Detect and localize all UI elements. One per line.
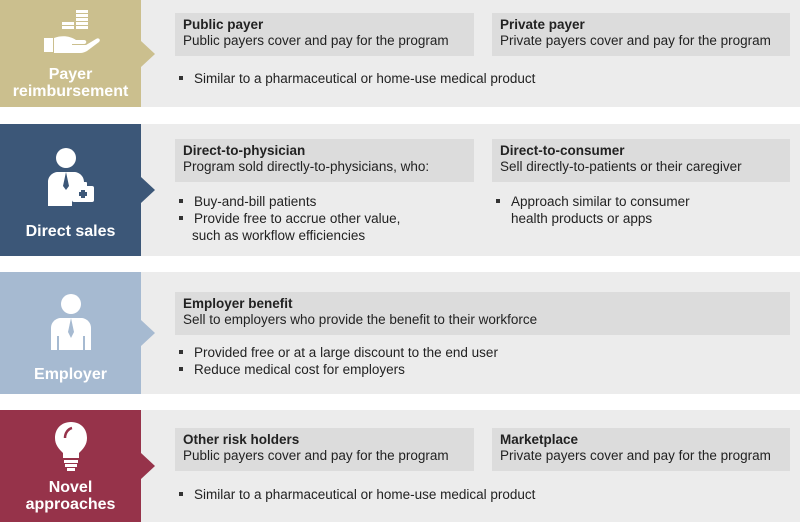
arrow-pointer [141, 41, 155, 67]
option-description: Sell to employers who provide the benefit to their workforce [183, 312, 538, 327]
lightbulb-icon [0, 420, 141, 472]
option-description: Program sold directly-to-physicians, who: [183, 159, 430, 174]
bullet-item: Similar to a pharmaceutical or home-use medical product [176, 70, 535, 87]
bullet-item-continuation: health products or apps [511, 211, 653, 226]
option-description: Sell directly-to-patients or their caregiver [500, 159, 742, 174]
option-box-direct-to-consumer [492, 139, 790, 182]
option-box-public-payer [175, 13, 474, 56]
category-label-line2: reimbursement [12, 83, 129, 100]
category-label-line1: Novel [48, 479, 93, 496]
option-title: Marketplace [500, 432, 579, 447]
row-employer [0, 272, 800, 394]
arrow-pointer [141, 320, 155, 346]
category-block [0, 272, 141, 394]
bullet-list [176, 70, 535, 87]
bullet-item: Approach similar to consumer [493, 193, 690, 210]
option-description: Private payers cover and pay for the program [500, 33, 771, 48]
bullet-item-continuation: such as workflow efficiencies [192, 228, 366, 243]
bullet-list-right [493, 193, 690, 227]
option-title: Direct-to-physician [183, 143, 306, 158]
bullet-list-left [176, 193, 400, 244]
option-box-employer-benefit [175, 292, 790, 335]
category-block [0, 124, 141, 256]
option-title: Public payer [183, 17, 264, 32]
bullet-item: Provided free or at a large discount to the end user [176, 344, 498, 361]
option-title: Employer benefit [183, 296, 293, 311]
option-box-other-risk-holders [175, 428, 474, 471]
bullet-item: Reduce medical cost for employers [176, 361, 498, 378]
bullet-item: Buy-and-bill patients [176, 193, 400, 210]
bullet-item: Provide free to accrue other value, [176, 210, 400, 227]
category-block [0, 0, 141, 107]
option-box-marketplace [492, 428, 790, 471]
category-label-line1: Payer [48, 66, 93, 83]
row-payer-reimbursement [0, 0, 800, 107]
category-block [0, 410, 141, 522]
doctor-icon [0, 146, 141, 208]
option-description: Public payers cover and pay for the program [183, 33, 449, 48]
category-label: Employer [34, 366, 107, 383]
option-description: Private payers cover and pay for the program [500, 448, 771, 463]
option-description: Public payers cover and pay for the program [183, 448, 449, 463]
arrow-pointer [141, 453, 155, 479]
option-title: Private payer [500, 17, 585, 32]
option-box-private-payer [492, 13, 790, 56]
option-title: Direct-to-consumer [500, 143, 625, 158]
arrow-pointer [141, 177, 155, 203]
category-label-line2: approaches [25, 496, 116, 513]
hand-coins-icon [0, 8, 141, 58]
option-box-direct-to-physician [175, 139, 474, 182]
bullet-list [176, 486, 535, 503]
bullet-list [176, 344, 498, 378]
row-novel-approaches [0, 410, 800, 522]
category-label: Direct sales [25, 223, 116, 240]
bullet-item: Similar to a pharmaceutical or home-use medical product [176, 486, 535, 503]
option-title: Other risk holders [183, 432, 300, 447]
employee-icon [0, 292, 141, 352]
row-direct-sales [0, 124, 800, 256]
